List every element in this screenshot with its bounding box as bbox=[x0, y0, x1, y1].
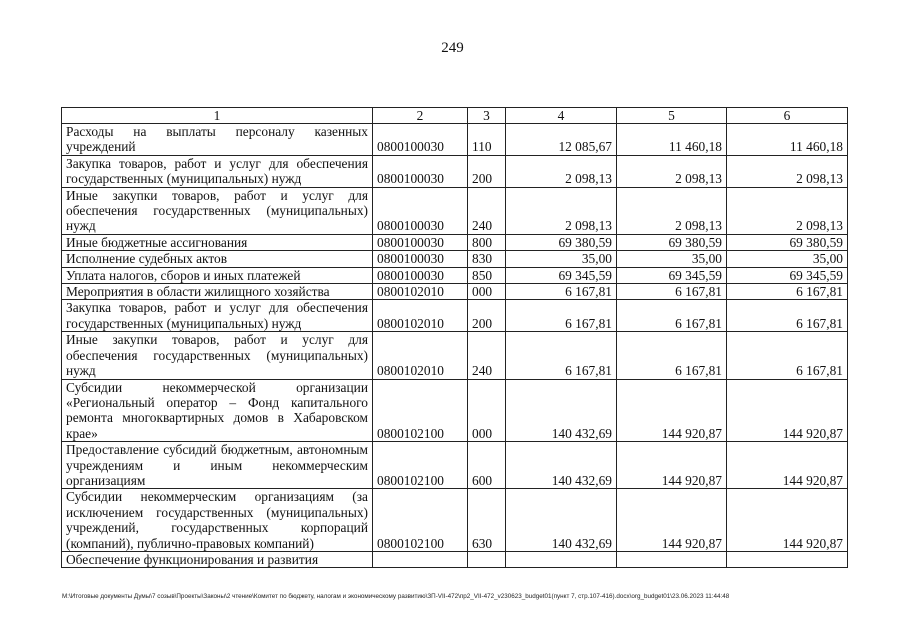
row-type-cell bbox=[468, 551, 506, 567]
table-header-row bbox=[62, 108, 848, 124]
row-value-2023-cell: 69 345,59 bbox=[506, 267, 617, 283]
row-value-2025-cell: 6 167,81 bbox=[727, 332, 848, 379]
row-name-cell: Субсидии некоммерческим организациям (за исключением государственных (муниципальных) учреждений, государственных корпораций (компаний), публично-правовых компаний) bbox=[62, 489, 373, 552]
table-row bbox=[62, 187, 848, 234]
column-header-5: 5 bbox=[617, 108, 727, 124]
row-code-cell: 0800100030 bbox=[373, 124, 468, 156]
row-code-cell: 0800100030 bbox=[373, 187, 468, 234]
table-row bbox=[62, 379, 848, 442]
row-type-cell: 600 bbox=[468, 442, 506, 489]
row-value-2024-cell: 144 920,87 bbox=[617, 489, 727, 552]
row-type-cell: 200 bbox=[468, 300, 506, 332]
table-row bbox=[62, 155, 848, 187]
row-value-2024-cell: 6 167,81 bbox=[617, 332, 727, 379]
row-value-2025-cell: 11 460,18 bbox=[727, 124, 848, 156]
row-value-2024-cell: 69 345,59 bbox=[617, 267, 727, 283]
row-code-cell: 0800100030 bbox=[373, 267, 468, 283]
row-value-2025-cell: 2 098,13 bbox=[727, 187, 848, 234]
column-header-4: 4 bbox=[506, 108, 617, 124]
row-name-cell: Уплата налогов, сборов и иных платежей bbox=[62, 267, 373, 283]
row-value-2023-cell: 6 167,81 bbox=[506, 300, 617, 332]
row-value-2023-cell: 140 432,69 bbox=[506, 489, 617, 552]
row-code-cell: 0800102100 bbox=[373, 379, 468, 442]
row-value-2023-cell bbox=[506, 551, 617, 567]
row-value-2025-cell: 144 920,87 bbox=[727, 379, 848, 442]
row-value-2024-cell: 144 920,87 bbox=[617, 379, 727, 442]
row-value-2024-cell: 2 098,13 bbox=[617, 155, 727, 187]
row-value-2024-cell: 6 167,81 bbox=[617, 284, 727, 300]
row-code-cell: 0800102010 bbox=[373, 284, 468, 300]
column-header-2: 2 bbox=[373, 108, 468, 124]
row-value-2024-cell: 6 167,81 bbox=[617, 300, 727, 332]
row-code-cell bbox=[373, 551, 468, 567]
row-code-cell: 0800100030 bbox=[373, 251, 468, 267]
column-header-1: 1 bbox=[62, 108, 373, 124]
row-type-cell: 630 bbox=[468, 489, 506, 552]
row-name-cell: Закупка товаров, работ и услуг для обеспечения государственных (муниципальных) нужд bbox=[62, 300, 373, 332]
row-type-cell: 800 bbox=[468, 234, 506, 250]
row-value-2023-cell: 140 432,69 bbox=[506, 442, 617, 489]
row-name-cell: Исполнение судебных актов bbox=[62, 251, 373, 267]
row-value-2024-cell: 11 460,18 bbox=[617, 124, 727, 156]
row-name-cell: Предоставление субсидий бюджетным, автономным учреждениям и иным некоммерческим организациям bbox=[62, 442, 373, 489]
row-value-2023-cell: 140 432,69 bbox=[506, 379, 617, 442]
row-name-cell: Мероприятия в области жилищного хозяйства bbox=[62, 284, 373, 300]
table-row bbox=[62, 489, 848, 552]
table-row bbox=[62, 551, 848, 567]
row-value-2025-cell: 6 167,81 bbox=[727, 284, 848, 300]
table-row bbox=[62, 234, 848, 250]
row-type-cell: 240 bbox=[468, 332, 506, 379]
row-value-2025-cell: 2 098,13 bbox=[727, 155, 848, 187]
row-code-cell: 0800100030 bbox=[373, 155, 468, 187]
row-value-2025-cell: 69 345,59 bbox=[727, 267, 848, 283]
row-type-cell: 830 bbox=[468, 251, 506, 267]
row-value-2024-cell: 69 380,59 bbox=[617, 234, 727, 250]
row-name-cell: Расходы на выплаты персоналу казенных учреждений bbox=[62, 124, 373, 156]
row-value-2023-cell: 35,00 bbox=[506, 251, 617, 267]
table-row bbox=[62, 267, 848, 283]
row-code-cell: 0800102010 bbox=[373, 300, 468, 332]
row-value-2023-cell: 2 098,13 bbox=[506, 155, 617, 187]
table-row bbox=[62, 284, 848, 300]
budget-table bbox=[61, 107, 848, 568]
row-name-cell: Иные закупки товаров, работ и услуг для обеспечения государственных (муниципальных) нужд bbox=[62, 187, 373, 234]
row-value-2024-cell: 35,00 bbox=[617, 251, 727, 267]
row-value-2023-cell: 6 167,81 bbox=[506, 332, 617, 379]
row-value-2023-cell: 2 098,13 bbox=[506, 187, 617, 234]
column-header-6: 6 bbox=[727, 108, 848, 124]
table-row bbox=[62, 332, 848, 379]
page-number: 249 bbox=[441, 40, 464, 56]
table-row bbox=[62, 300, 848, 332]
row-type-cell: 850 bbox=[468, 267, 506, 283]
row-value-2025-cell bbox=[727, 551, 848, 567]
row-value-2023-cell: 69 380,59 bbox=[506, 234, 617, 250]
row-name-cell: Иные закупки товаров, работ и услуг для обеспечения государственных (муниципальных) нужд bbox=[62, 332, 373, 379]
row-code-cell: 0800100030 bbox=[373, 234, 468, 250]
row-type-cell: 000 bbox=[468, 284, 506, 300]
row-name-cell: Закупка товаров, работ и услуг для обеспечения государственных (муниципальных) нужд bbox=[62, 155, 373, 187]
row-value-2025-cell: 69 380,59 bbox=[727, 234, 848, 250]
row-value-2023-cell: 6 167,81 bbox=[506, 284, 617, 300]
row-name-cell: Субсидии некоммерческой организации «Региональный оператор – Фонд капитального ремонта многоквартирных домов в Хабаровском крае» bbox=[62, 379, 373, 442]
row-value-2025-cell: 6 167,81 bbox=[727, 300, 848, 332]
column-header-3: 3 bbox=[468, 108, 506, 124]
row-value-2024-cell bbox=[617, 551, 727, 567]
row-type-cell: 110 bbox=[468, 124, 506, 156]
row-type-cell: 240 bbox=[468, 187, 506, 234]
table-row bbox=[62, 124, 848, 156]
row-code-cell: 0800102100 bbox=[373, 442, 468, 489]
row-value-2024-cell: 2 098,13 bbox=[617, 187, 727, 234]
row-value-2025-cell: 144 920,87 bbox=[727, 442, 848, 489]
row-type-cell: 000 bbox=[468, 379, 506, 442]
row-code-cell: 0800102100 bbox=[373, 489, 468, 552]
row-name-cell: Иные бюджетные ассигнования bbox=[62, 234, 373, 250]
table-row bbox=[62, 442, 848, 489]
table-row bbox=[62, 251, 848, 267]
row-type-cell: 200 bbox=[468, 155, 506, 187]
row-name-cell: Обеспечение функционирования и развития bbox=[62, 551, 373, 567]
row-value-2025-cell: 35,00 bbox=[727, 251, 848, 267]
row-code-cell: 0800102010 bbox=[373, 332, 468, 379]
footer-file-path: M:\Итоговые документы Думы\7 созыв\Проекты\Законы\2 чтение\Комитет по бюджету, налогам и экономическому развитию\ЗП-VII-472\пр2_VII-472_v230623_budget01(пункт 7, стр.107-416).docx\org_budget01\23.06.2023 11:44:48 bbox=[62, 593, 730, 600]
row-value-2023-cell: 12 085,67 bbox=[506, 124, 617, 156]
row-value-2024-cell: 144 920,87 bbox=[617, 442, 727, 489]
row-value-2025-cell: 144 920,87 bbox=[727, 489, 848, 552]
